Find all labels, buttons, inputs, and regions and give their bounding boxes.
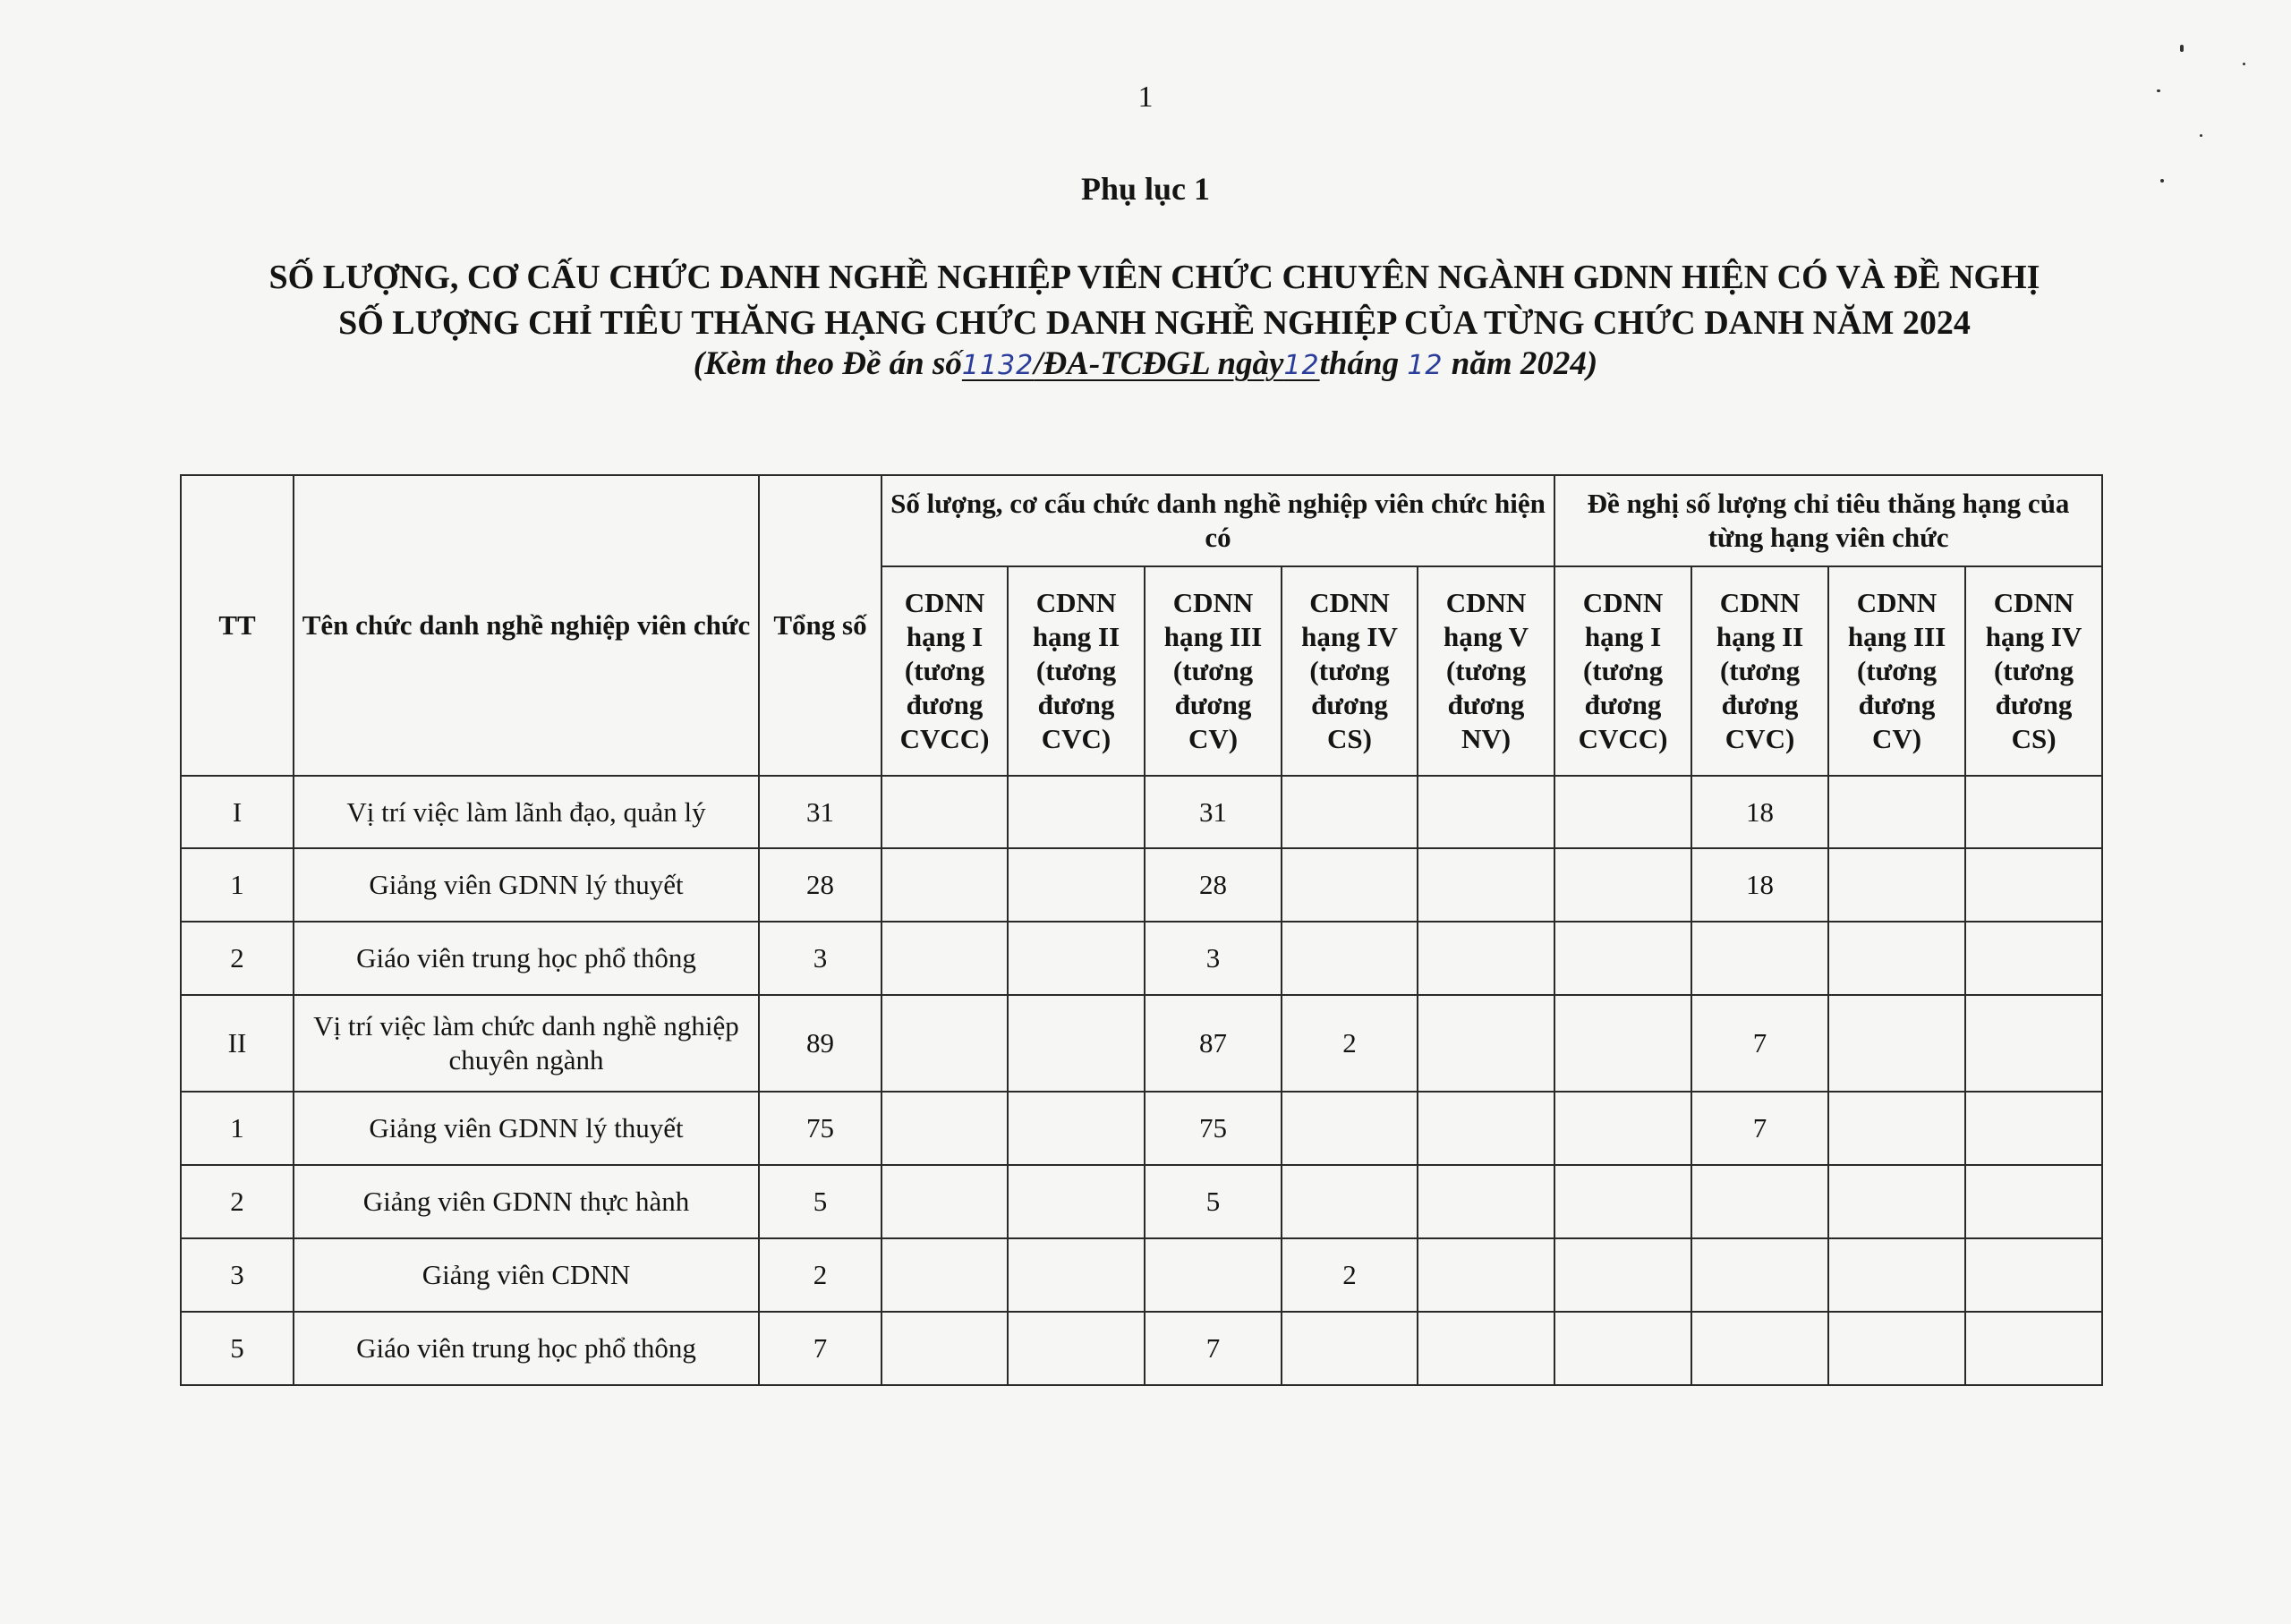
cell-total: 31 [759, 776, 881, 848]
cell-existing-rank-2 [1008, 1312, 1145, 1385]
cell-existing-rank-3: 87 [1145, 995, 1282, 1092]
header-tt: TT [181, 475, 294, 776]
subtitle-prefix: (Kèm theo Đề án số [693, 345, 962, 382]
cell-proposed-rank-4 [1965, 1092, 2102, 1165]
handwritten-day: 12 [1283, 350, 1320, 381]
cell-existing-rank-4 [1282, 848, 1418, 922]
cell-existing-rank-1 [881, 922, 1008, 995]
cell-proposed-rank-3 [1828, 1165, 1965, 1238]
cell-proposed-rank-4 [1965, 995, 2102, 1092]
cell-proposed-rank-1 [1554, 848, 1691, 922]
cell-existing-rank-3: 28 [1145, 848, 1282, 922]
cell-proposed-rank-2: 7 [1691, 995, 1828, 1092]
cell-proposed-rank-2 [1691, 1165, 1828, 1238]
cell-proposed-rank-3 [1828, 848, 1965, 922]
cell-existing-rank-5 [1418, 848, 1554, 922]
cell-existing-rank-5 [1418, 995, 1554, 1092]
cell-tt: 1 [181, 848, 294, 922]
table-row [181, 848, 2239, 922]
cell-tt: II [181, 995, 294, 1092]
header-existing-rank-4: CDNN hạng IV (tương đương CS) [1282, 566, 1418, 776]
cell-existing-rank-4 [1282, 776, 1418, 848]
table-row [181, 776, 2239, 848]
scan-speck [2157, 89, 2160, 92]
header-existing-rank-1: CDNN hạng I (tương đương CVCC) [881, 566, 1008, 776]
cell-proposed-rank-4 [1965, 922, 2102, 995]
header-group-existing: Số lượng, cơ cấu chức danh nghề nghiệp viên chức hiện có [881, 475, 1554, 566]
scan-speck [2180, 45, 2184, 52]
cell-name: Giảng viên GDNN thực hành [294, 1165, 759, 1238]
cell-existing-rank-5 [1418, 1238, 1554, 1312]
handwritten-month: 12 [1407, 350, 1444, 381]
header-existing-rank-2: CDNN hạng II (tương đương CVC) [1008, 566, 1145, 776]
cell-total: 2 [759, 1238, 881, 1312]
cell-proposed-rank-1 [1554, 1092, 1691, 1165]
cell-existing-rank-2 [1008, 995, 1145, 1092]
cell-proposed-rank-2: 18 [1691, 848, 1828, 922]
subtitle-suffix: năm 2024) [1443, 345, 1598, 382]
cell-existing-rank-1 [881, 1165, 1008, 1238]
cell-existing-rank-5 [1418, 776, 1554, 848]
cell-existing-rank-1 [881, 1092, 1008, 1165]
cell-proposed-rank-3 [1828, 995, 1965, 1092]
cell-proposed-rank-1 [1554, 1165, 1691, 1238]
cell-existing-rank-5 [1418, 1312, 1554, 1385]
subtitle-reference [962, 345, 1320, 382]
cell-proposed-rank-1 [1554, 776, 1691, 848]
subtitle-month-label: tháng [1319, 345, 1408, 382]
cell-existing-rank-1 [881, 776, 1008, 848]
cell-proposed-rank-3 [1828, 776, 1965, 848]
cell-tt: 2 [181, 1165, 294, 1238]
cell-existing-rank-2 [1008, 1092, 1145, 1165]
cell-existing-rank-1 [881, 1238, 1008, 1312]
cell-proposed-rank-2: 18 [1691, 776, 1828, 848]
document-title [125, 255, 2184, 346]
cell-tt: I [181, 776, 294, 848]
header-proposed-rank-3: CDNN hạng III (tương đương CV) [1828, 566, 1965, 776]
table-row [181, 1238, 2239, 1312]
cell-proposed-rank-1 [1554, 1238, 1691, 1312]
cell-tt: 5 [181, 1312, 294, 1385]
cell-existing-rank-2 [1008, 1165, 1145, 1238]
cell-existing-rank-1 [881, 1312, 1008, 1385]
cell-existing-rank-1 [881, 848, 1008, 922]
cell-name: Giảng viên GDNN lý thuyết [294, 848, 759, 922]
cell-total: 75 [759, 1092, 881, 1165]
cell-existing-rank-2 [1008, 922, 1145, 995]
cell-proposed-rank-4 [1965, 1165, 2102, 1238]
cell-existing-rank-2 [1008, 776, 1145, 848]
header-proposed-rank-1: CDNN hạng I (tương đương CVCC) [1554, 566, 1691, 776]
table-row [181, 1312, 2239, 1385]
cell-proposed-rank-3 [1828, 1238, 1965, 1312]
cell-existing-rank-4 [1282, 1312, 1418, 1385]
cell-name: Giảng viên CDNN [294, 1238, 759, 1312]
cell-existing-rank-3 [1145, 1238, 1282, 1312]
cell-proposed-rank-3 [1828, 922, 1965, 995]
cell-existing-rank-1 [881, 995, 1008, 1092]
appendix-title: Phụ lục 1 [1080, 171, 1211, 207]
cell-existing-rank-3: 31 [1145, 776, 1282, 848]
cell-existing-rank-3: 3 [1145, 922, 1282, 995]
cell-proposed-rank-4 [1965, 776, 2102, 848]
document-subtitle [0, 344, 2291, 383]
cell-name: Vị trí việc làm lãnh đạo, quản lý [294, 776, 759, 848]
cell-tt: 3 [181, 1238, 294, 1312]
cell-proposed-rank-1 [1554, 995, 1691, 1092]
cell-existing-rank-3: 5 [1145, 1165, 1282, 1238]
cell-existing-rank-4 [1282, 922, 1418, 995]
cell-proposed-rank-2: 7 [1691, 1092, 1828, 1165]
cell-existing-rank-4 [1282, 1165, 1418, 1238]
cell-existing-rank-2 [1008, 1238, 1145, 1312]
cell-tt: 2 [181, 922, 294, 995]
title-line-2: SỐ LƯỢNG CHỈ TIÊU THĂNG HẠNG CHỨC DANH NGHỀ NGHIỆP CỦA TỪNG CHỨC DANH NĂM 2024 [338, 304, 1971, 342]
cell-proposed-rank-2 [1691, 1238, 1828, 1312]
cell-total: 3 [759, 922, 881, 995]
cell-existing-rank-5 [1418, 1092, 1554, 1165]
cell-total: 5 [759, 1165, 881, 1238]
cell-tt: 1 [181, 1092, 294, 1165]
header-proposed-rank-2: CDNN hạng II (tương đương CVC) [1691, 566, 1828, 776]
scan-speck [2243, 63, 2245, 65]
cell-proposed-rank-4 [1965, 1238, 2102, 1312]
cell-proposed-rank-4 [1965, 1312, 2102, 1385]
title-line-1: SỐ LƯỢNG, CƠ CẤU CHỨC DANH NGHỀ NGHIỆP VIÊN CHỨC CHUYÊN NGÀNH GDNN HIỆN CÓ VÀ ĐỀ NGHỊ [268, 259, 2040, 296]
table-row [181, 1165, 2239, 1238]
cell-name: Giảng viên GDNN lý thuyết [294, 1092, 759, 1165]
header-existing-rank-5: CDNN hạng V (tương đương NV) [1418, 566, 1554, 776]
cell-existing-rank-4: 2 [1282, 995, 1418, 1092]
cell-name: Giáo viên trung học phổ thông [294, 1312, 759, 1385]
cell-proposed-rank-3 [1828, 1092, 1965, 1165]
table-row [181, 922, 2239, 995]
header-existing-rank-3: CDNN hạng III (tương đương CV) [1145, 566, 1282, 776]
cell-proposed-rank-2 [1691, 1312, 1828, 1385]
header-proposed-rank-4: CDNN hạng IV (tương đương CS) [1965, 566, 2102, 776]
cell-name: Vị trí việc làm chức danh nghề nghiệp chuyên ngành [294, 995, 759, 1092]
cell-name: Giáo viên trung học phổ thông [294, 922, 759, 995]
handwritten-doc-number: 1132 [961, 350, 1035, 381]
cell-proposed-rank-1 [1554, 1312, 1691, 1385]
header-name: Tên chức danh nghề nghiệp viên chức [294, 475, 759, 776]
subtitle-doc-code: /ĐA-TCĐGL ngày [1034, 345, 1284, 382]
table-header-row [181, 475, 2239, 566]
cell-total: 28 [759, 848, 881, 922]
staffing-table [180, 474, 2240, 1386]
cell-existing-rank-2 [1008, 848, 1145, 922]
table-row [181, 1092, 2239, 1165]
page-number: 1 [1137, 81, 1154, 114]
table-row [181, 995, 2239, 1092]
cell-proposed-rank-3 [1828, 1312, 1965, 1385]
scan-speck [2160, 179, 2164, 183]
cell-existing-rank-4 [1282, 1092, 1418, 1165]
header-total: Tổng số [759, 475, 881, 776]
cell-total: 7 [759, 1312, 881, 1385]
cell-proposed-rank-2 [1691, 922, 1828, 995]
cell-existing-rank-4: 2 [1282, 1238, 1418, 1312]
cell-total: 89 [759, 995, 881, 1092]
cell-existing-rank-3: 75 [1145, 1092, 1282, 1165]
scan-speck [2200, 134, 2202, 137]
cell-existing-rank-3: 7 [1145, 1312, 1282, 1385]
cell-existing-rank-5 [1418, 1165, 1554, 1238]
header-group-proposed: Đề nghị số lượng chỉ tiêu thăng hạng của từng hạng viên chức [1554, 475, 2102, 566]
cell-proposed-rank-1 [1554, 922, 1691, 995]
cell-existing-rank-5 [1418, 922, 1554, 995]
cell-proposed-rank-4 [1965, 848, 2102, 922]
